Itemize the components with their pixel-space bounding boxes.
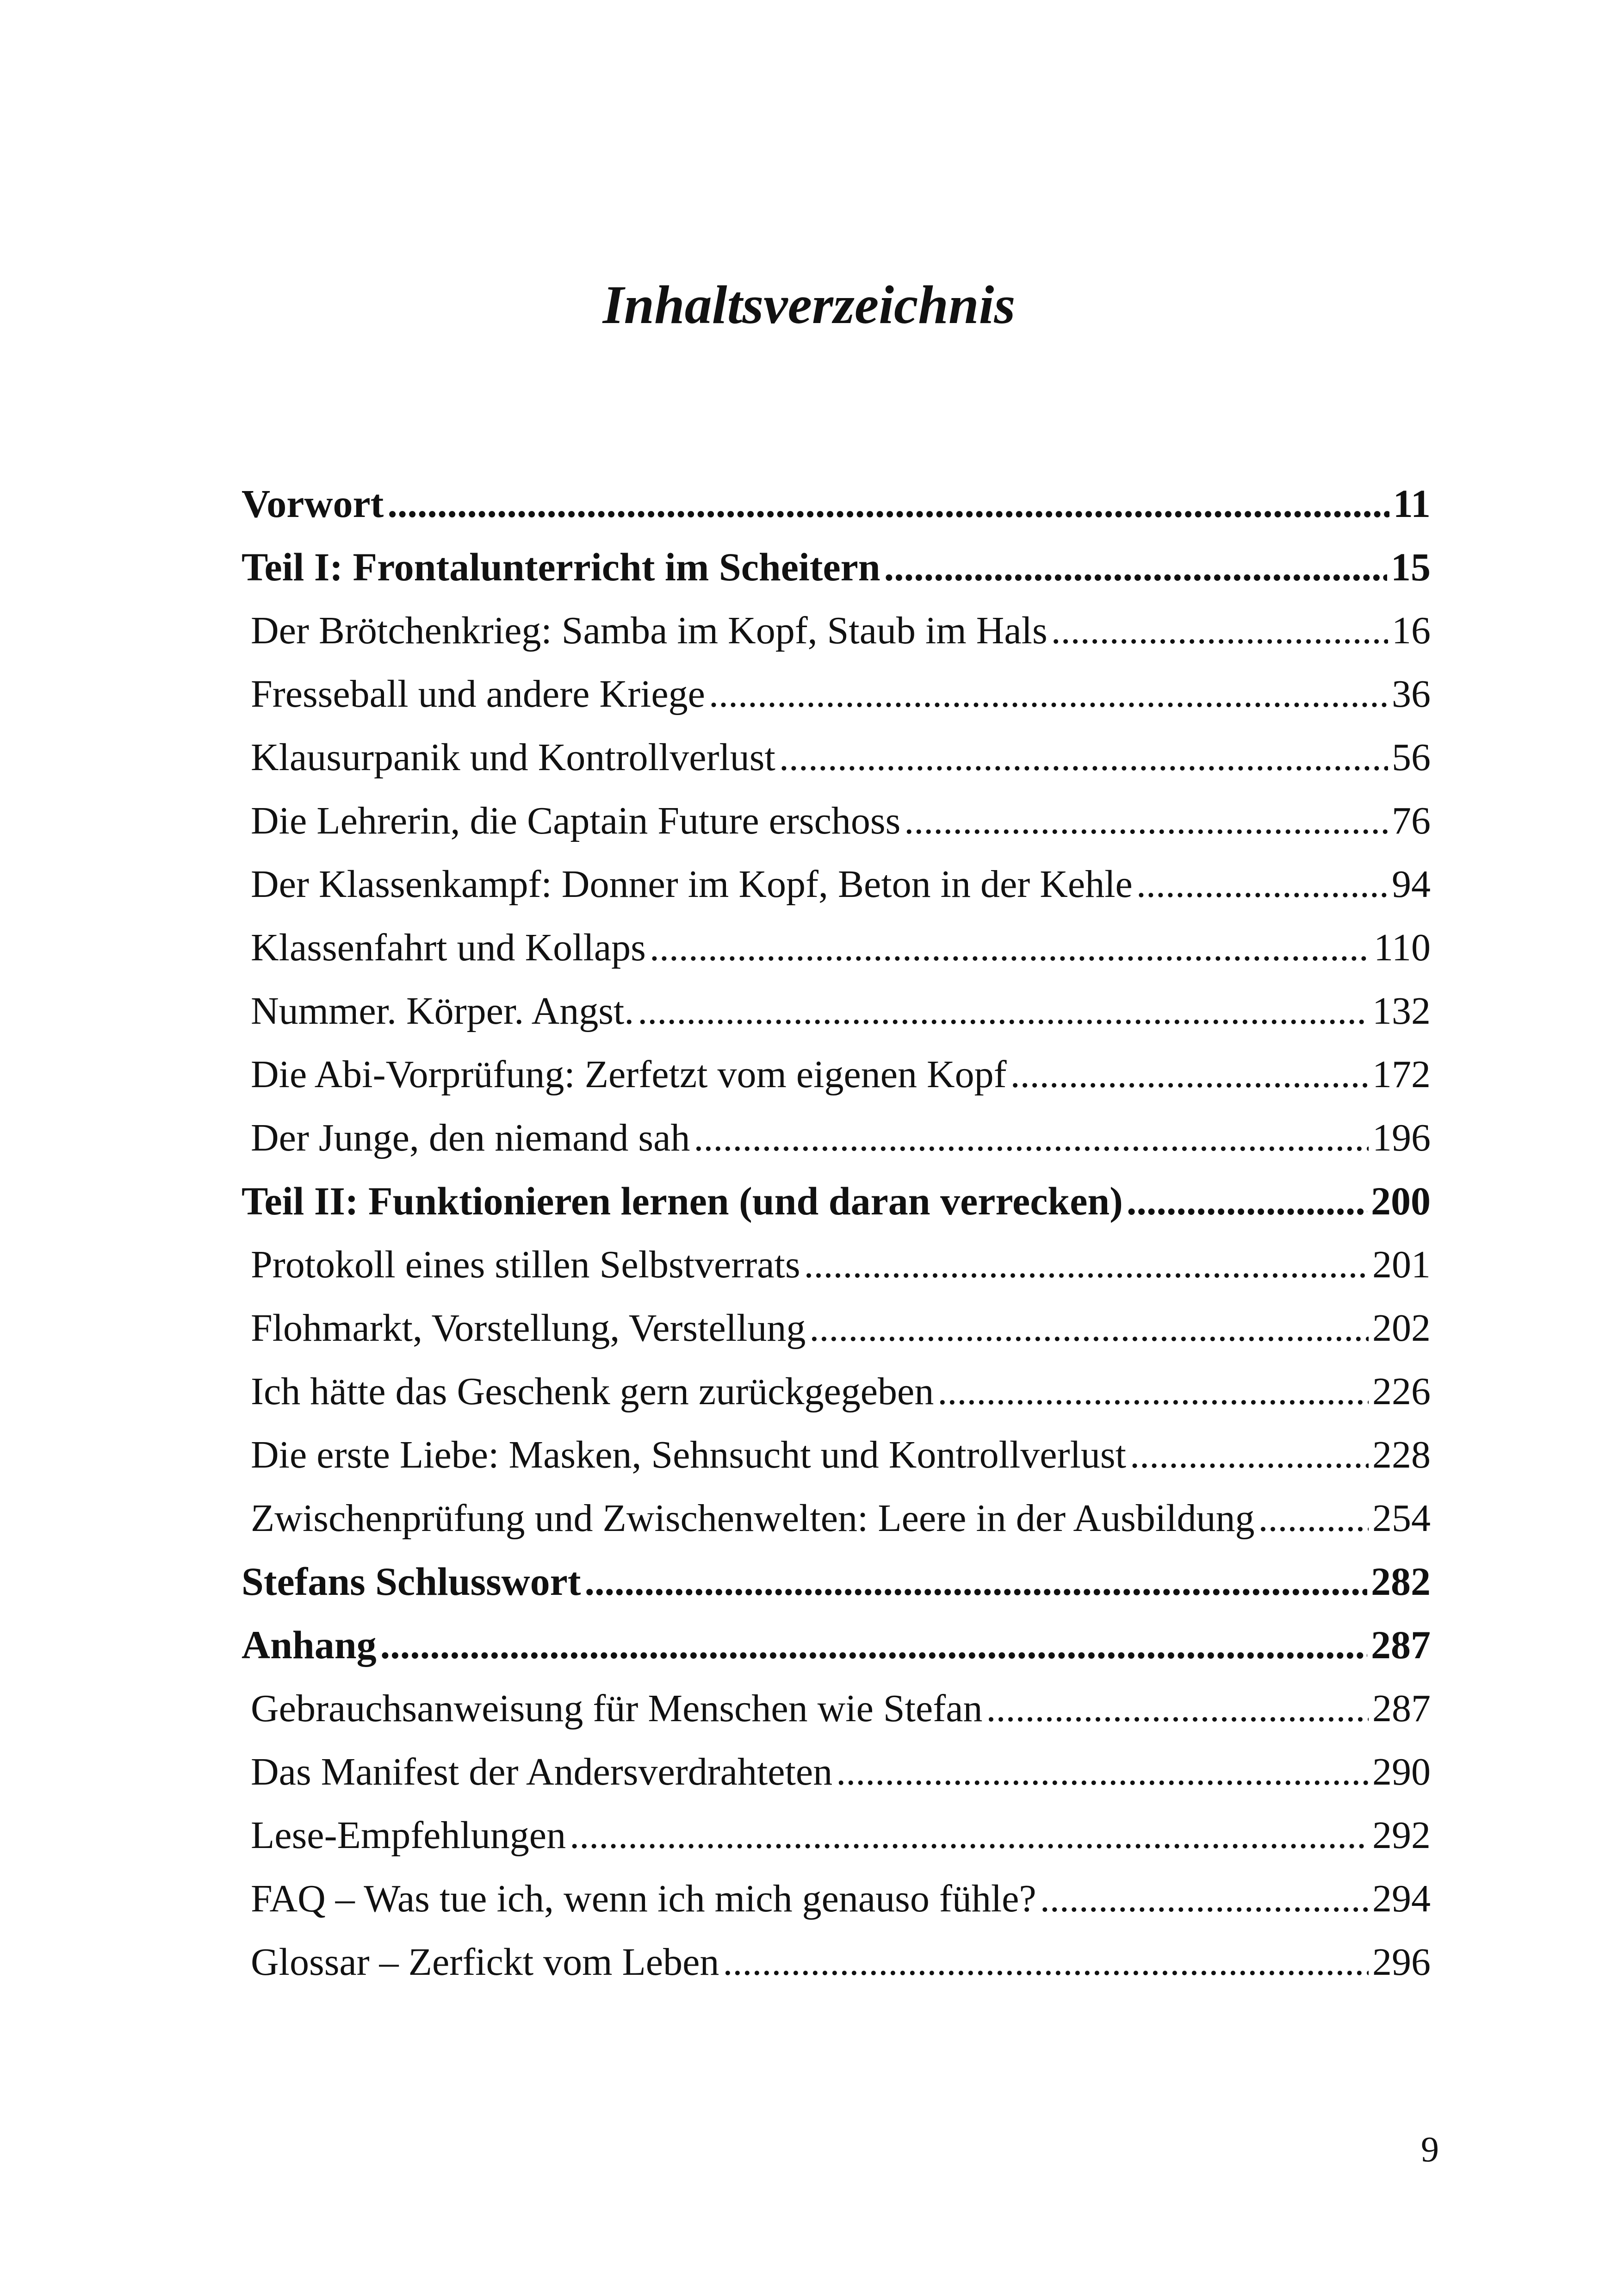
toc-entry-title: Zwischenprüfung und Zwischenwelten: Leere in der Ausbildung [251, 1497, 1255, 1540]
toc-entry-title: Protokoll eines stillen Selbstverrats [251, 1243, 800, 1286]
toc-dot-leader [723, 1930, 1369, 1994]
toc-entry-page: 287 [1371, 1623, 1431, 1667]
toc-dot-leader [779, 726, 1388, 789]
toc-entry-title: Glossar – Zerfickt vom Leben [251, 1941, 719, 1984]
toc-dot-leader [1136, 852, 1388, 916]
toc-dot-leader [1051, 599, 1388, 662]
toc-chapter-entry [242, 1487, 1431, 1550]
toc-entry-title: Klassenfahrt und Kollaps [251, 926, 646, 969]
toc-chapter-entry [242, 1930, 1431, 1994]
toc-chapter-entry [242, 916, 1431, 979]
toc-dot-leader [809, 1296, 1369, 1360]
toc-chapter-entry [242, 1677, 1431, 1740]
toc-entry-title: Anhang [242, 1623, 377, 1667]
toc-entry-page: 11 [1393, 481, 1431, 526]
toc-entry-title: Das Manifest der Andersverdrahteten [251, 1750, 833, 1793]
toc-dot-leader [1258, 1487, 1369, 1550]
toc-entry-page: 172 [1372, 1053, 1431, 1096]
toc-entry-page: 36 [1392, 672, 1431, 716]
toc-entry-page: 132 [1372, 989, 1431, 1033]
toc-entry-title: Der Junge, den niemand sah [251, 1116, 690, 1159]
toc-entry-title: Die erste Liebe: Masken, Sehnsucht und Kontrollverlust [251, 1433, 1126, 1476]
toc-entry-title: Stefans Schlusswort [242, 1559, 581, 1604]
toc-entry-page: 200 [1371, 1179, 1431, 1223]
toc-entry-page: 287 [1372, 1687, 1431, 1730]
toc-dot-leader [986, 1677, 1369, 1740]
toc-chapter-entry [242, 599, 1431, 662]
toc-entry-page: 94 [1392, 863, 1431, 906]
toc-entry-page: 226 [1372, 1370, 1431, 1413]
toc-entry-title: Ich hätte das Geschenk gern zurückgegeben [251, 1370, 934, 1413]
toc-entry-page: 76 [1392, 799, 1431, 842]
toc-dot-leader [380, 1613, 1367, 1677]
toc-entry-title: Die Lehrerin, die Captain Future erschoss [251, 799, 901, 842]
toc-dot-leader [638, 979, 1369, 1043]
toc-entry-page: 296 [1372, 1941, 1431, 1984]
toc-dot-leader [1040, 1867, 1369, 1930]
toc-entry-page: 294 [1372, 1877, 1431, 1920]
toc-dot-leader [387, 472, 1389, 535]
toc-entry-page: 110 [1374, 926, 1431, 969]
toc-dot-leader [650, 916, 1370, 979]
toc-chapter-entry [242, 979, 1431, 1043]
toc-section-entry [242, 1613, 1431, 1677]
toc-chapter-entry [242, 1043, 1431, 1106]
toc-chapter-entry [242, 1804, 1431, 1867]
toc-entry-page: 16 [1392, 609, 1431, 652]
toc-chapter-entry [242, 1360, 1431, 1423]
toc-chapter-entry [242, 789, 1431, 852]
toc-section-entry [242, 472, 1431, 535]
toc-entry-title: Gebrauchsanweisung für Menschen wie Stefan [251, 1687, 983, 1730]
toc-entry-page: 292 [1372, 1814, 1431, 1857]
toc-entry-title: Nummer. Körper. Angst. [251, 989, 634, 1033]
toc-entry-title: Die Abi-Vorprüfung: Zerfetzt vom eigenen Kopf [251, 1053, 1007, 1096]
page-number: 9 [1421, 2129, 1439, 2169]
toc-dot-leader [694, 1106, 1369, 1170]
toc-entry-title: Der Brötchenkrieg: Samba im Kopf, Staub im Hals [251, 609, 1048, 652]
toc-entry-page: 290 [1372, 1750, 1431, 1793]
toc-entry-page: 202 [1372, 1307, 1431, 1350]
toc-entry-page: 56 [1392, 736, 1431, 779]
toc-dot-leader [1127, 1170, 1367, 1233]
toc-entry-title: FAQ – Was tue ich, wenn ich mich genauso fühle? [251, 1877, 1036, 1920]
toc-dot-leader [584, 1550, 1367, 1613]
toc-dot-leader [1010, 1043, 1369, 1106]
toc-chapter-entry [242, 1740, 1431, 1804]
toc-dot-leader [570, 1804, 1369, 1867]
toc-section-entry [242, 1550, 1431, 1613]
toc-entry-title: Teil II: Funktionieren lernen (und daran verrecken) [242, 1179, 1123, 1223]
toc-entry-title: Der Klassenkampf: Donner im Kopf, Beton in der Kehle [251, 863, 1133, 906]
toc-entry-page: 201 [1372, 1243, 1431, 1286]
toc-dot-leader [904, 789, 1388, 852]
toc-chapter-entry [242, 1867, 1431, 1930]
toc-chapter-entry [242, 1296, 1431, 1360]
toc-chapter-entry [242, 1233, 1431, 1296]
toc-chapter-entry [242, 1106, 1431, 1170]
page-title: Inhaltsverzeichnis [602, 274, 1016, 335]
toc-chapter-entry [242, 1423, 1431, 1487]
toc-dot-leader [937, 1360, 1369, 1423]
toc-section-entry [242, 535, 1431, 599]
toc-entry-page: 254 [1372, 1497, 1431, 1540]
toc-entry-page: 196 [1372, 1116, 1431, 1159]
toc-dot-leader [709, 662, 1388, 726]
toc-chapter-entry [242, 726, 1431, 789]
toc-section-entry [242, 1170, 1431, 1233]
toc-dot-leader [1130, 1423, 1369, 1487]
toc-entry-title: Flohmarkt, Vorstellung, Verstellung [251, 1307, 806, 1350]
toc-entry-page: 228 [1372, 1433, 1431, 1476]
toc-entry-title: Fresseball und andere Kriege [251, 672, 705, 716]
toc-dot-leader [804, 1233, 1369, 1296]
toc-dot-leader [836, 1740, 1369, 1804]
toc-entry-title: Lese-Empfehlungen [251, 1814, 566, 1857]
toc-entry-page: 282 [1371, 1559, 1431, 1604]
table-of-contents [242, 472, 1431, 1994]
toc-entry-title: Teil I: Frontalunterricht im Scheitern [242, 545, 880, 589]
toc-dot-leader [884, 535, 1387, 599]
toc-entry-title: Klausurpanik und Kontrollverlust [251, 736, 775, 779]
toc-chapter-entry [242, 662, 1431, 726]
toc-entry-page: 15 [1391, 545, 1431, 589]
toc-entry-title: Vorwort [242, 481, 384, 526]
toc-chapter-entry [242, 852, 1431, 916]
